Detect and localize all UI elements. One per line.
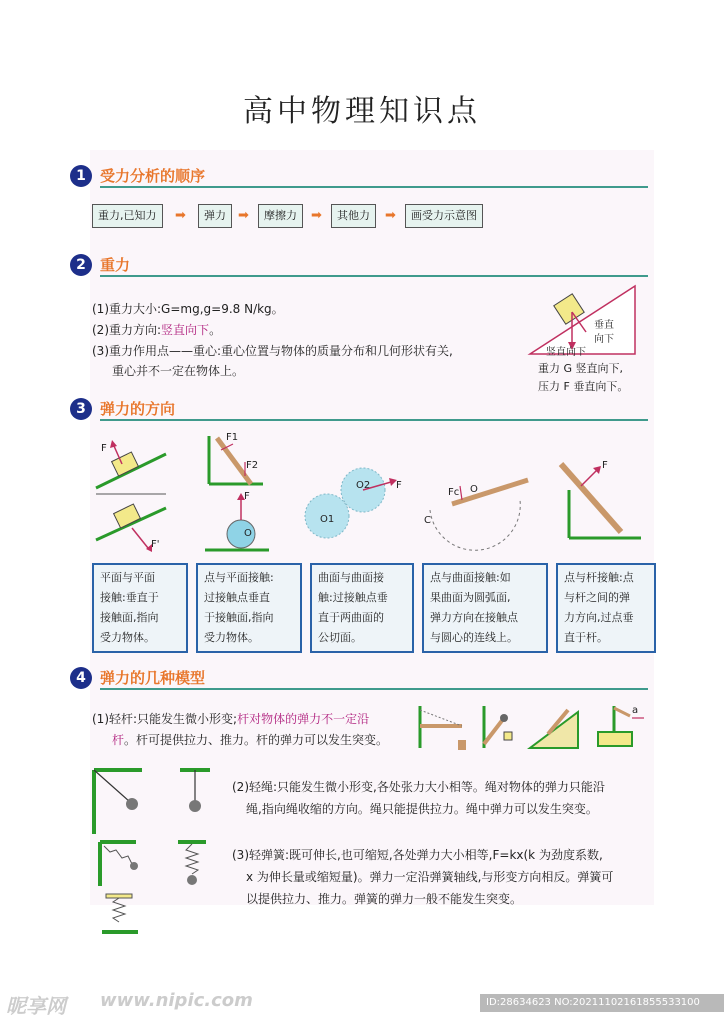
spring-text-line: x 为伸长量或缩短量)。弹力一定沿弹簧轴线,与形变方向相反。弹簧可 <box>246 870 614 884</box>
box-line: 直于两曲面的 <box>318 611 384 624</box>
force-label: F <box>396 480 402 491</box>
rope-text-line: (2)轻绳:只能发生微小形变,各处张力大小相等。绳对物体的弹力只能沿 <box>232 780 605 794</box>
page-title: 高中物理知识点 <box>243 94 481 129</box>
explanation-box <box>422 563 548 653</box>
force-label: F1 <box>226 432 239 443</box>
flow-step: 其他力 <box>331 204 376 228</box>
watermark-url: www.nipic.com <box>100 990 253 1011</box>
explanation-box <box>556 563 656 653</box>
rope-models-diagram <box>92 768 222 838</box>
box-line: 直于杆。 <box>564 631 608 644</box>
force-label: F2 <box>246 460 259 471</box>
box-line: 与杆之间的弹 <box>564 591 630 604</box>
point-curve-diagram <box>420 470 540 550</box>
box-line: 点与杆接触:点 <box>564 571 634 584</box>
spring-text-line: (3)轻弹簧:既可伸长,也可缩短,各处弹力大小相等,F=kx(k 为劲度系数, <box>232 848 603 862</box>
box-line: 接触面,指向 <box>100 611 159 624</box>
flow-step: 画受力示意图 <box>405 204 483 228</box>
text: 。杆可提供拉力、推力。杆的弹力可以发生突变。 <box>124 733 389 747</box>
section-divider <box>100 419 648 421</box>
text: (2)重力方向: <box>92 323 162 337</box>
box-line: 受力物体。 <box>100 631 155 644</box>
rod-text-line <box>92 710 369 727</box>
gravity-direction <box>92 321 221 338</box>
box-line: 点与平面接触: <box>204 571 274 584</box>
section-title: 受力分析的顺序 <box>100 167 206 185</box>
flow-step: 弹力 <box>198 204 232 228</box>
diagram-label: 向下 <box>594 334 614 345</box>
section-divider <box>100 275 648 277</box>
force-label: F <box>244 491 250 502</box>
section-number-badge: 4 <box>70 667 92 689</box>
gravity-magnitude: (1)重力大小:G=mg,g=9.8 N/kg。 <box>92 302 284 316</box>
section-title: 弹力的几种模型 <box>100 669 206 687</box>
highlight-text: 竖直向下 <box>161 323 210 337</box>
rope-text-line: 绳,指向绳收缩的方向。绳只能提供拉力。绳中弹力可以发生突变。 <box>246 802 598 816</box>
box-line: 点与曲面接触:如 <box>430 571 511 584</box>
box-line: 公切面。 <box>318 631 362 644</box>
watermark-logo: 昵享网 <box>6 994 66 1018</box>
section-number-badge: 3 <box>70 398 92 420</box>
center-label: O1 <box>320 514 335 525</box>
rod-models-diagram <box>418 704 648 754</box>
center-label: O <box>244 528 252 539</box>
box-line: 过接触点垂直 <box>204 591 270 604</box>
arrow-right-icon: ➡ <box>385 208 396 223</box>
spring-models-diagram <box>96 840 216 940</box>
point-plane-diagram <box>203 432 273 558</box>
force-label: F <box>101 443 107 454</box>
text: (1)轻杆:只能发生微小形变; <box>92 712 238 726</box>
acceleration-label: a <box>632 705 639 716</box>
explanation-box <box>196 563 302 653</box>
diagram-caption: 压力 F 垂直向下。 <box>538 380 629 393</box>
box-line: 接触:垂直于 <box>100 591 159 604</box>
diagram-caption: 重力 G 竖直向下, <box>538 362 624 375</box>
arrow-right-icon: ➡ <box>311 208 322 223</box>
spring-text-line: 以提供拉力、推力。弹簧的弹力一般不能发生突变。 <box>246 892 523 906</box>
text: 。 <box>209 323 222 337</box>
plane-plane-diagram <box>96 436 176 556</box>
diagram-label: 垂直 <box>594 320 614 331</box>
diagram-label: 竖直向下 <box>546 347 586 358</box>
arrow-right-icon: ➡ <box>238 208 249 223</box>
force-label: F <box>602 460 608 471</box>
box-line: 受力物体。 <box>204 631 259 644</box>
explanation-box <box>92 563 188 653</box>
box-line: 弹力方向在接触点 <box>430 611 518 624</box>
image-id-bar: ID:28634623 NO:20211102161855533100 <box>480 994 724 1012</box>
section-title: 重力 <box>100 256 131 274</box>
force-label: F' <box>151 539 160 550</box>
section-divider <box>100 186 648 188</box>
center-label: O <box>470 484 478 495</box>
box-line: 力方向,过点垂 <box>564 611 634 624</box>
box-line: 触:过接触点垂 <box>318 591 388 604</box>
box-line: 果曲面为圆弧面, <box>430 591 511 604</box>
center-label: O2 <box>356 480 371 491</box>
section-title: 弹力的方向 <box>100 400 176 418</box>
section-divider <box>100 688 648 690</box>
box-line: 曲面与曲面接 <box>318 571 384 584</box>
flow-step: 重力,已知力 <box>92 204 163 228</box>
flow-step: 摩擦力 <box>258 204 303 228</box>
box-line: 与圆心的连线上。 <box>430 631 518 644</box>
box-line: 平面与平面 <box>100 571 155 584</box>
center-label: C <box>424 515 431 526</box>
box-line: 于接触面,指向 <box>204 611 274 624</box>
gravity-point: (3)重力作用点——重心:重心位置与物体的质量分布和几何形状有关, <box>92 344 453 358</box>
highlight-text: 杆对物体的弹力不一定沿 <box>237 712 370 726</box>
highlight-text: 杆 <box>112 733 125 747</box>
explanation-box <box>310 563 414 653</box>
gravity-point-cont: 重心并不一定在物体上。 <box>112 364 245 378</box>
section-number-badge: 1 <box>70 165 92 187</box>
force-label: Fc <box>448 487 460 498</box>
rod-text-line <box>112 731 388 748</box>
arrow-right-icon: ➡ <box>175 208 186 223</box>
section-number-badge: 2 <box>70 254 92 276</box>
